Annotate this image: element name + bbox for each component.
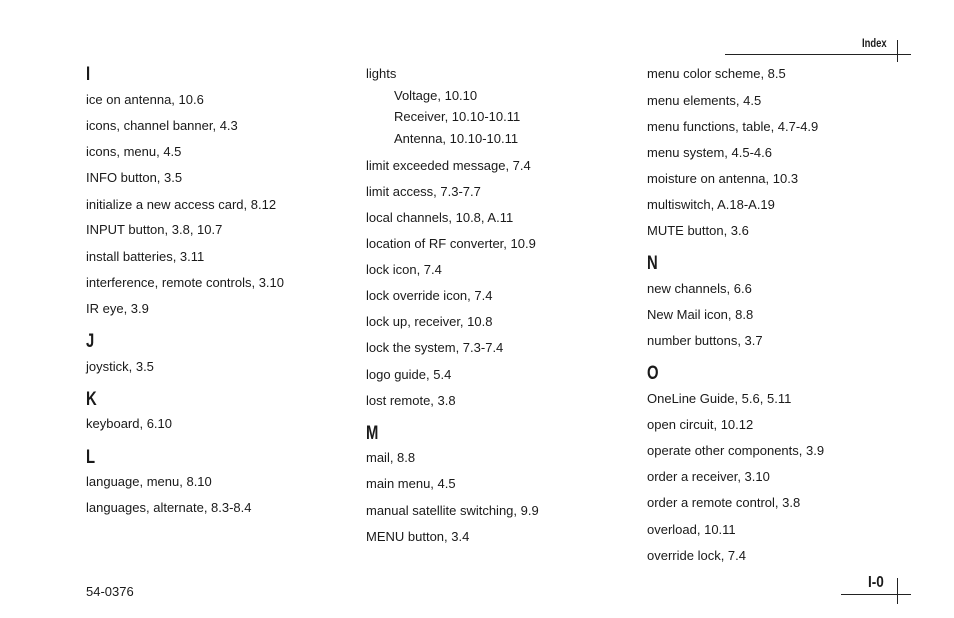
index-entry: order a receiver, 3.10 <box>647 469 770 484</box>
index-entry: lock override icon, 7.4 <box>366 288 493 303</box>
header-tick <box>897 40 898 62</box>
index-entry: initialize a new access card, 8.12 <box>86 197 277 212</box>
index-entry: menu elements, 4.5 <box>647 93 762 108</box>
index-entry: menu functions, table, 4.7-4.9 <box>647 119 819 134</box>
index-entry: lock up, receiver, 10.8 <box>366 314 493 329</box>
index-subentry: Voltage, 10.10 <box>394 88 478 103</box>
index-subentry: Receiver, 10.10-10.11 <box>394 109 521 124</box>
index-entry: logo guide, 5.4 <box>366 367 452 382</box>
index-entry: main menu, 4.5 <box>366 476 456 491</box>
index-entry: lost remote, 3.8 <box>366 393 456 408</box>
index-entry: ice on antenna, 10.6 <box>86 92 204 107</box>
index-entry: location of RF converter, 10.9 <box>366 236 536 251</box>
index-entry: local channels, 10.8, A.11 <box>366 210 514 225</box>
index-entry: menu system, 4.5-4.6 <box>647 145 772 160</box>
index-entry: number buttons, 3.7 <box>647 333 763 348</box>
index-entry: OneLine Guide, 5.6, 5.11 <box>647 391 792 406</box>
footer-tick <box>897 578 898 604</box>
index-entry: order a remote control, 3.8 <box>647 495 801 510</box>
index-entry: moisture on antenna, 10.3 <box>647 171 799 186</box>
letter-heading-n: N <box>647 253 659 274</box>
index-entry: MUTE button, 3.6 <box>647 223 749 238</box>
page-number: I-0 <box>868 574 884 591</box>
footer-rule <box>841 594 911 595</box>
index-subentry: Antenna, 10.10-10.11 <box>394 131 519 146</box>
index-entry: keyboard, 6.10 <box>86 416 173 431</box>
index-entry: interference, remote controls, 3.10 <box>86 275 284 290</box>
index-entry: override lock, 7.4 <box>647 548 746 563</box>
index-entry: overload, 10.11 <box>647 522 736 537</box>
index-entry: IR eye, 3.9 <box>86 301 149 316</box>
index-entry: joystick, 3.5 <box>86 359 154 374</box>
index-entry: open circuit, 10.12 <box>647 417 754 432</box>
index-entry: icons, channel banner, 4.3 <box>86 118 238 133</box>
index-entry: New Mail icon, 8.8 <box>647 307 754 322</box>
index-entry: menu color scheme, 8.5 <box>647 66 786 81</box>
index-entry: limit exceeded message, 7.4 <box>366 158 531 173</box>
index-entry: new channels, 6.6 <box>647 281 752 296</box>
index-entry: MENU button, 3.4 <box>366 529 470 544</box>
index-entry: lights <box>366 66 397 81</box>
letter-heading-o: O <box>647 363 659 384</box>
index-entry: lock the system, 7.3-7.4 <box>366 340 504 355</box>
letter-heading-m: M <box>366 423 379 444</box>
index-entry: INPUT button, 3.8, 10.7 <box>86 222 223 237</box>
index-entry: lock icon, 7.4 <box>366 262 442 277</box>
index-entry: operate other components, 3.9 <box>647 443 825 458</box>
header-rule <box>725 54 911 55</box>
index-entry: language, menu, 8.10 <box>86 474 212 489</box>
index-entry: INFO button, 3.5 <box>86 170 183 185</box>
letter-heading-l: L <box>86 447 96 468</box>
section-title: Index <box>862 38 887 50</box>
letter-heading-k: K <box>86 389 98 410</box>
index-entry: mail, 8.8 <box>366 450 416 465</box>
document-number: 54-0376 <box>86 584 134 599</box>
index-entry: languages, alternate, 8.3-8.4 <box>86 500 252 515</box>
index-entry: install batteries, 3.11 <box>86 249 205 264</box>
index-entry: manual satellite switching, 9.9 <box>366 503 539 518</box>
letter-heading-j: J <box>86 331 95 352</box>
letter-heading-i: I <box>86 64 91 85</box>
index-entry: icons, menu, 4.5 <box>86 144 182 159</box>
index-entry: limit access, 7.3-7.7 <box>366 184 481 199</box>
index-entry: multiswitch, A.18-A.19 <box>647 197 775 212</box>
